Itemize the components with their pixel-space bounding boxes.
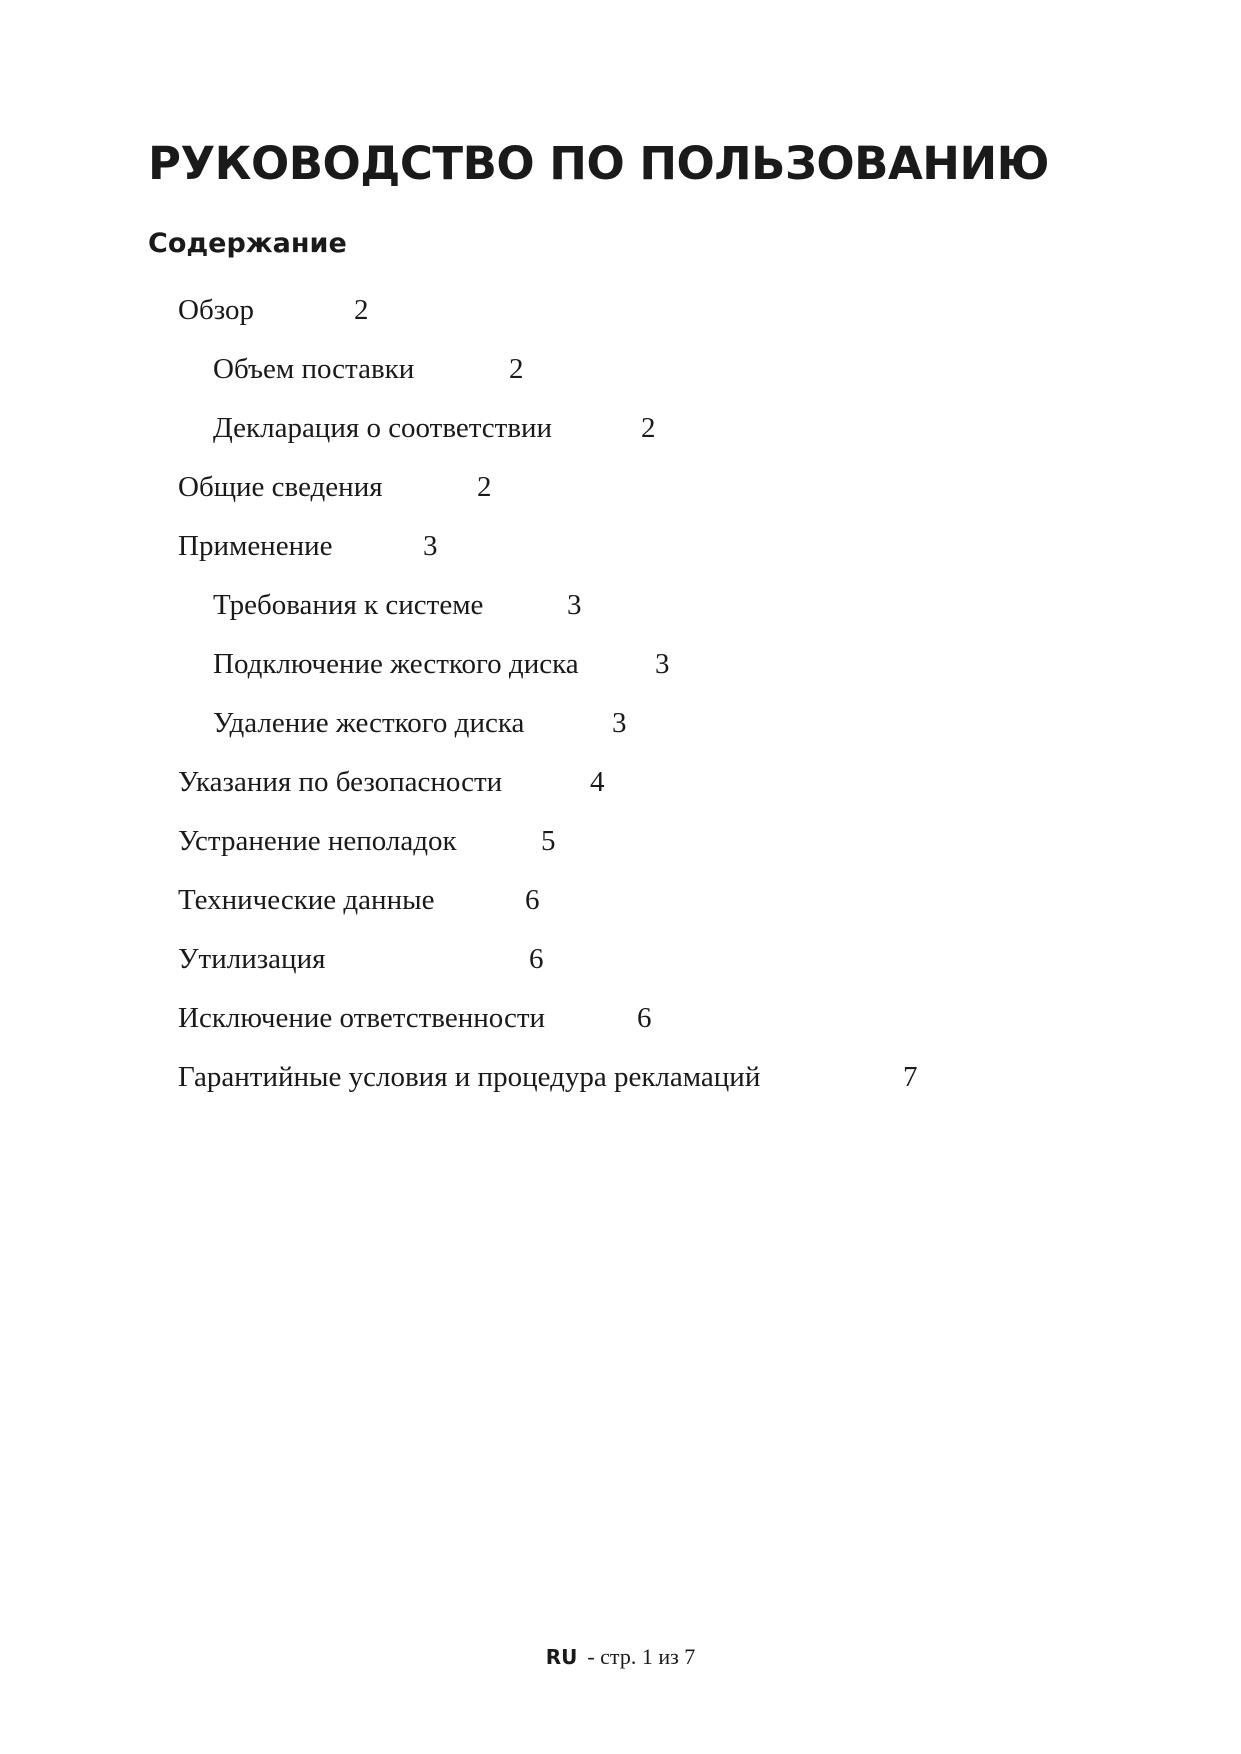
page-number: - стр. 1 из 7 <box>587 1644 696 1669</box>
toc-item-label: Обзор <box>178 294 254 326</box>
page-footer <box>0 1642 1241 1672</box>
toc-item-page: 6 <box>525 884 540 916</box>
toc-item-page: 5 <box>541 825 556 857</box>
toc-item-disclaimer[interactable] <box>0 996 1241 1055</box>
toc-item-page: 3 <box>655 648 670 680</box>
toc-item-overview[interactable] <box>0 288 1241 347</box>
toc-item-page: 4 <box>590 766 605 798</box>
toc-item-page: 2 <box>477 471 492 503</box>
toc-item-label: Объем поставки <box>213 353 415 385</box>
toc-item-label: Утилизация <box>178 943 326 975</box>
toc-item-label: Удаление жесткого диска <box>213 707 525 739</box>
toc-item-page: 3 <box>567 589 582 621</box>
toc-item-declaration-of-conformity[interactable] <box>0 406 1241 465</box>
table-of-contents <box>0 288 1241 1114</box>
toc-item-label: Указания по безопасности <box>178 766 503 798</box>
toc-item-connecting-hard-drive[interactable] <box>0 642 1241 701</box>
toc-item-label: Устранение неполадок <box>178 825 457 857</box>
toc-item-system-requirements[interactable] <box>0 583 1241 642</box>
toc-item-page: 2 <box>354 294 369 326</box>
toc-item-label: Декларация о соответствии <box>213 412 553 444</box>
toc-item-troubleshooting[interactable] <box>0 819 1241 878</box>
toc-item-warranty-conditions[interactable] <box>0 1055 1241 1114</box>
toc-item-page: 2 <box>509 353 524 385</box>
toc-item-page: 6 <box>529 943 544 975</box>
toc-item-label: Исключение ответственности <box>178 1002 546 1034</box>
toc-heading: Содержание <box>148 228 347 259</box>
toc-item-label: Технические данные <box>178 884 435 916</box>
toc-item-label: Применение <box>178 530 333 562</box>
toc-item-usage[interactable] <box>0 524 1241 583</box>
toc-item-disposal[interactable] <box>0 937 1241 996</box>
toc-item-safety-instructions[interactable] <box>0 760 1241 819</box>
toc-item-page: 2 <box>641 412 656 444</box>
toc-item-page: 6 <box>637 1002 652 1034</box>
toc-item-general-information[interactable] <box>0 465 1241 524</box>
toc-item-page: 7 <box>903 1061 918 1093</box>
toc-item-label: Подключение жесткого диска <box>213 648 579 680</box>
toc-item-technical-data[interactable] <box>0 878 1241 937</box>
toc-item-page: 3 <box>612 707 627 739</box>
toc-item-scope-of-delivery[interactable] <box>0 347 1241 406</box>
toc-item-removing-hard-drive[interactable] <box>0 701 1241 760</box>
language-code: RU <box>545 1645 578 1669</box>
toc-item-page: 3 <box>423 530 438 562</box>
page-title: РУКОВОДСТВО ПО ПОЛЬЗОВАНИЮ <box>148 137 1049 190</box>
toc-item-label: Требования к системе <box>213 589 484 621</box>
toc-item-label: Гарантийные условия и процедура рекламаций <box>178 1061 761 1093</box>
toc-item-label: Общие сведения <box>178 471 383 503</box>
